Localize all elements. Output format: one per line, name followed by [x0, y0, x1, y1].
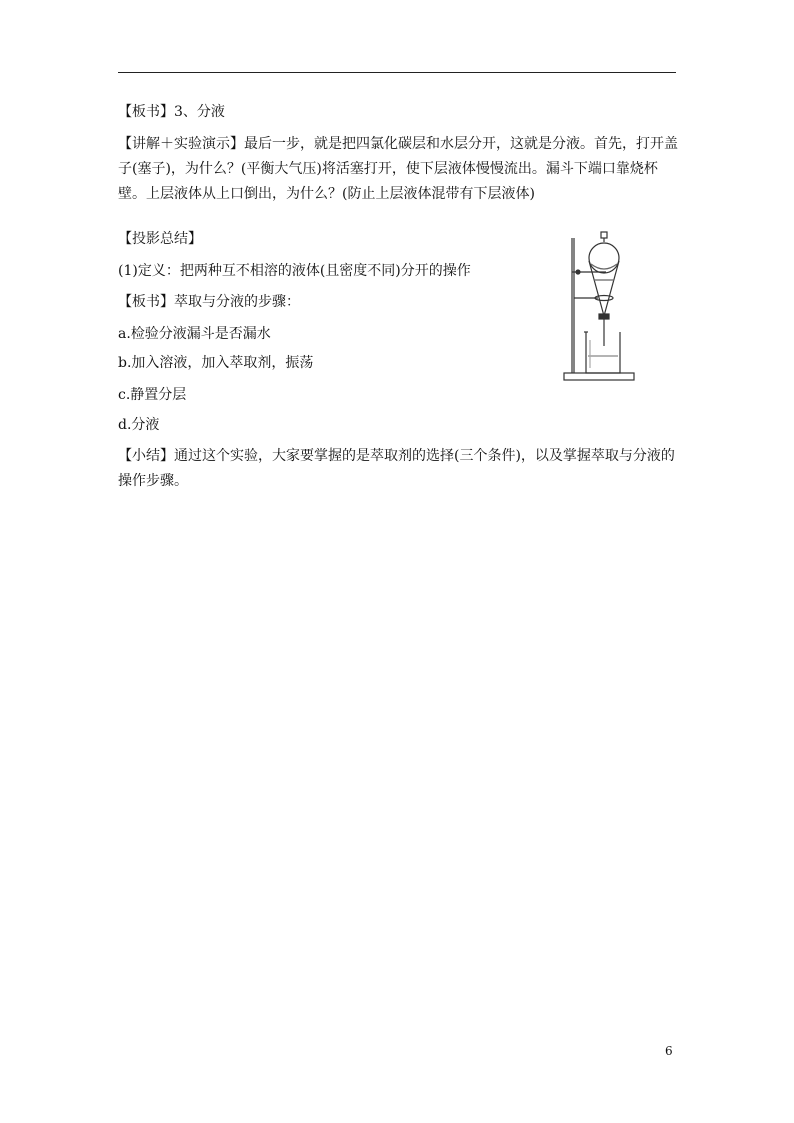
header-rule	[118, 72, 676, 73]
heading-summary: 【投影总结】	[118, 231, 202, 247]
steps-heading: 【板书】萃取与分液的步骤：	[118, 294, 300, 310]
separatory-funnel-apparatus-icon	[558, 228, 638, 388]
paragraph-explanation: 【讲解＋实验演示】最后一步，就是把四氯化碳层和水层分开，这就是分液。首先，打开盖子(塞子)，为什么？(平衡大气压)将活塞打开，使下层液体慢慢流出。漏斗下端口靠烧杯壁。上层液体从上口倒出，为什么？(防止上层液体混带有下层液体)	[118, 136, 678, 202]
heading-fenye: 【板书】3、分液	[118, 104, 225, 120]
step-d: d.分液	[118, 417, 160, 433]
step-a: a.检验分液漏斗是否漏水	[118, 326, 271, 342]
definition-text: (1)定义：把两种互不相溶的液体(且密度不同)分开的操作	[118, 263, 471, 279]
page-number: 6	[665, 1044, 673, 1058]
conclusion-text: 【小结】通过这个实验，大家要掌握的是萃取剂的选择(三个条件)，以及掌握萃取与分液的操作步骤。	[118, 448, 675, 489]
step-c: c.静置分层	[118, 387, 187, 403]
step-b: b.加入溶液，加入萃取剂，振荡	[118, 355, 314, 371]
